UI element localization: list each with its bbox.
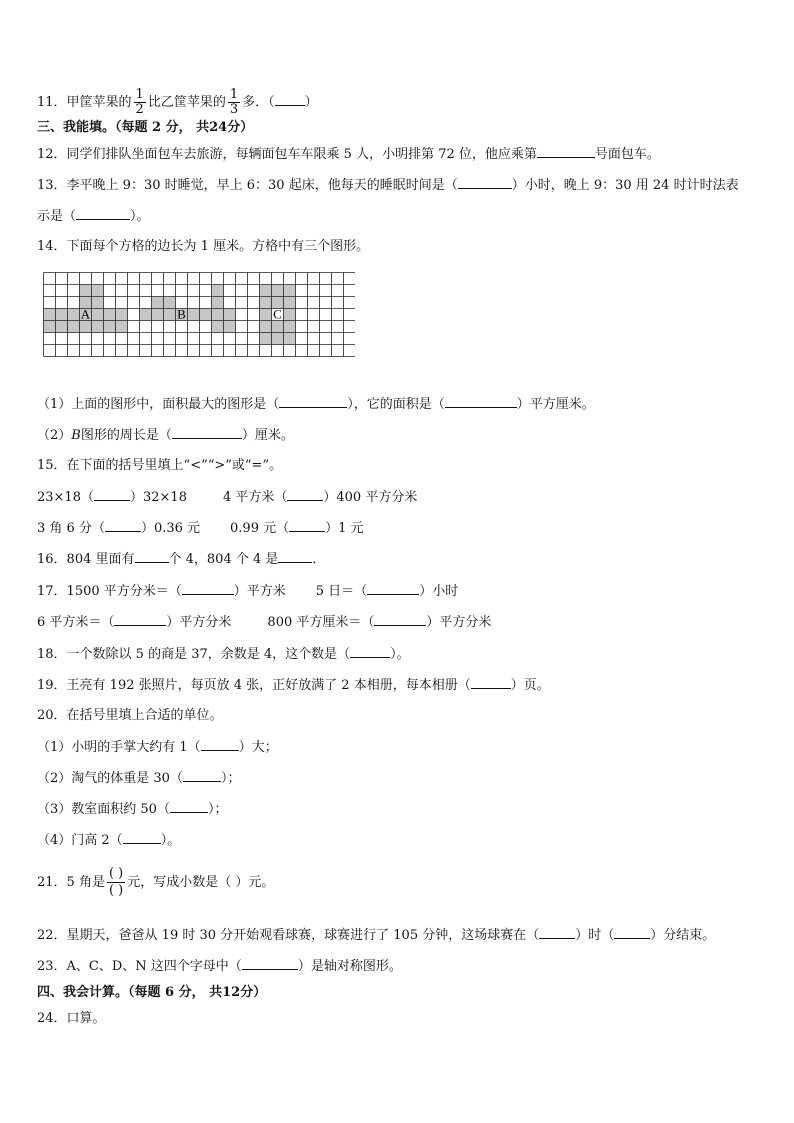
answer-blank[interactable]: [123, 831, 161, 844]
answer-blank[interactable]: [105, 519, 141, 532]
answer-blank[interactable]: [172, 426, 242, 439]
shaded-cell: [260, 333, 272, 345]
fraction-one-third: $\frac{1}{3}$: [229, 87, 239, 117]
shaded-cell: [260, 285, 272, 297]
section-heading-4: 四、我会计算。（每题 6 分， 共12分）: [37, 985, 267, 1000]
shaded-cell: [104, 309, 116, 321]
answer-blank[interactable]: [471, 676, 511, 689]
shaded-cell: [272, 285, 284, 297]
question-14: 14．下面每个方格的边长为 1 厘米。方格中有三个图形。: [37, 239, 370, 254]
shaded-cell: [68, 309, 80, 321]
shaded-cell: [80, 285, 92, 297]
question-12: 12．同学们排队坐面包车去旅游，每辆面包车车限乘 5 人，小明排第 72 位，他应乘第 号面包车。: [37, 147, 660, 162]
answer-blank[interactable]: [94, 488, 130, 501]
answer-blank[interactable]: [445, 395, 517, 408]
question-14-part-1: （1）上面的图形中，面积最大的图形是（ ），它的面积是（ ）平方厘米。: [37, 397, 595, 412]
shaded-cell: [140, 309, 152, 321]
question-15: 15．在下面的括号里填上“<”“>”或“=”。: [37, 458, 283, 473]
shaded-cell: [188, 309, 200, 321]
shaded-cell: [284, 285, 296, 297]
shaded-cell: [200, 309, 212, 321]
question-20: 20．在括号里填上合适的单位。: [37, 708, 223, 723]
shaded-cell: [224, 309, 236, 321]
question-19: 19．王亮有 192 张照片，每页放 4 张，正好放满了 2 本相册，每本相册（ ）页。: [37, 678, 550, 693]
shaded-cell: [116, 309, 128, 321]
square-grid-figure: [43, 272, 355, 378]
figure-label-a: A: [80, 306, 91, 322]
question-16: 16．804 里面有 个 4，804 个 4 是 ．: [37, 552, 326, 567]
answer-blank[interactable]: [279, 395, 347, 408]
shaded-cell: [260, 309, 272, 321]
question-13-line-1: 13．李平晚上 9：30 时睡觉，早上 6：30 起床，他每天的睡眠时间是（ ）小时，晚上 9：30 用 24 时计时法表: [37, 178, 739, 193]
fraction-blank[interactable]: $\frac{( )}{( )}$: [108, 866, 124, 898]
answer-blank[interactable]: [367, 582, 419, 595]
answer-blank[interactable]: [458, 176, 512, 189]
answer-blank[interactable]: [182, 582, 234, 595]
question-20-part-2: （2）淘气的体重是 30（ ）；: [37, 771, 241, 786]
figure-label-b: B: [177, 306, 186, 322]
answer-blank[interactable]: [242, 957, 298, 970]
shaded-cell: [56, 309, 68, 321]
shaded-cell: [44, 321, 56, 333]
question-17-row-2: 6 平方米＝（ ）平方分米 800 平方厘米＝（ ）平方分米: [37, 615, 492, 630]
fraction-one-half: $\frac{1}{2}$: [135, 87, 144, 117]
question-20-part-3: （3）教室面积约 50（ ）；: [37, 802, 228, 817]
figure-label-c: C: [273, 306, 282, 322]
shaded-cell: [56, 321, 68, 333]
shaded-cell: [92, 309, 104, 321]
question-20-part-1: （1）小明的手掌大约有 1（ ）大；: [37, 740, 278, 755]
shaded-cell: [260, 297, 272, 309]
shaded-cell: [224, 321, 236, 333]
answer-blank[interactable]: [183, 769, 221, 782]
shaded-cell: [104, 321, 116, 333]
question-13-line-2: 示是（ ）。: [37, 209, 150, 224]
answer-blank[interactable]: [201, 738, 239, 751]
answer-blank[interactable]: [289, 519, 325, 532]
section-heading-3: 三、我能填。（每题 2 分， 共24分）: [37, 120, 254, 135]
shaded-cell: [212, 285, 224, 297]
figure-b-label: B: [71, 428, 81, 443]
shaded-cell: [80, 321, 92, 333]
answer-blank[interactable]: [374, 613, 426, 626]
answer-blank[interactable]: [135, 550, 169, 563]
question-18: 18．一个数除以 5 的商是 37，余数是 4，这个数是（ ）。: [37, 647, 410, 662]
answer-blank[interactable]: [76, 207, 130, 220]
answer-blank[interactable]: [614, 926, 650, 939]
shaded-cell: [152, 297, 164, 309]
shaded-cell: [284, 297, 296, 309]
question-15-row-2: 3 角 6 分（ ）0.36 元 0.99 元（ ）1 元: [37, 521, 364, 536]
q11-text-mid: 比乙筐苹果的: [147, 95, 226, 110]
question-22: 22．星期天，爸爸从 19 时 30 分开始观看球赛，球赛进行了 105 分钟，这场球赛在（ ）时（ ）分结束。: [37, 928, 716, 943]
shaded-cell: [116, 321, 128, 333]
shaded-cell: [44, 309, 56, 321]
question-14-part-2: （2）B图形的周长是（ ）厘米。: [37, 428, 294, 443]
shaded-cell: [68, 321, 80, 333]
question-24: 24．口算。: [37, 1011, 106, 1026]
shaded-cell: [92, 321, 104, 333]
q11-text-pre: 11．甲筐苹果的: [37, 95, 132, 110]
shaded-cell: [284, 321, 296, 333]
shaded-cell: [284, 309, 296, 321]
shaded-cell: [272, 333, 284, 345]
answer-blank[interactable]: [278, 550, 312, 563]
shaded-cell: [152, 309, 164, 321]
question-17-row-1: 17．1500 平方分米＝（ ）平方米 5 日＝（ ）小时: [37, 584, 459, 599]
answer-blank[interactable]: [114, 613, 166, 626]
q11-text-post: 多．（: [242, 95, 275, 110]
question-21: 21．5 角是 $\frac{( )}{( )}$ 元，写成小数是（ ）元。: [37, 866, 275, 898]
shaded-cell: [92, 297, 104, 309]
shaded-cell: [92, 285, 104, 297]
shaded-cell: [212, 297, 224, 309]
answer-blank[interactable]: [287, 488, 323, 501]
shaded-cell: [284, 333, 296, 345]
answer-blank[interactable]: [350, 645, 390, 658]
answer-blank[interactable]: [275, 93, 305, 106]
shaded-cell: [260, 321, 272, 333]
question-15-row-1: 23×18（ ）32×18 4 平方米（ ）400 平方分米: [37, 490, 418, 505]
question-11: 11．甲筐苹果的 $\frac{1}{2}$ 比乙筐苹果的 $\frac{1}{3}$ 多．（ ）: [37, 87, 318, 117]
shaded-cell: [164, 297, 176, 309]
question-23: 23．A、C、D、N 这四个字母中（ ）是轴对称图形。: [37, 959, 402, 974]
shaded-cell: [164, 309, 176, 321]
shaded-cell: [212, 309, 224, 321]
shaded-cell: [272, 321, 284, 333]
question-20-part-4: （4）门高 2（ ）。: [37, 833, 181, 848]
answer-blank[interactable]: [537, 145, 595, 158]
answer-blank[interactable]: [539, 926, 575, 939]
shaded-cell: [212, 321, 224, 333]
answer-blank[interactable]: [170, 800, 208, 813]
